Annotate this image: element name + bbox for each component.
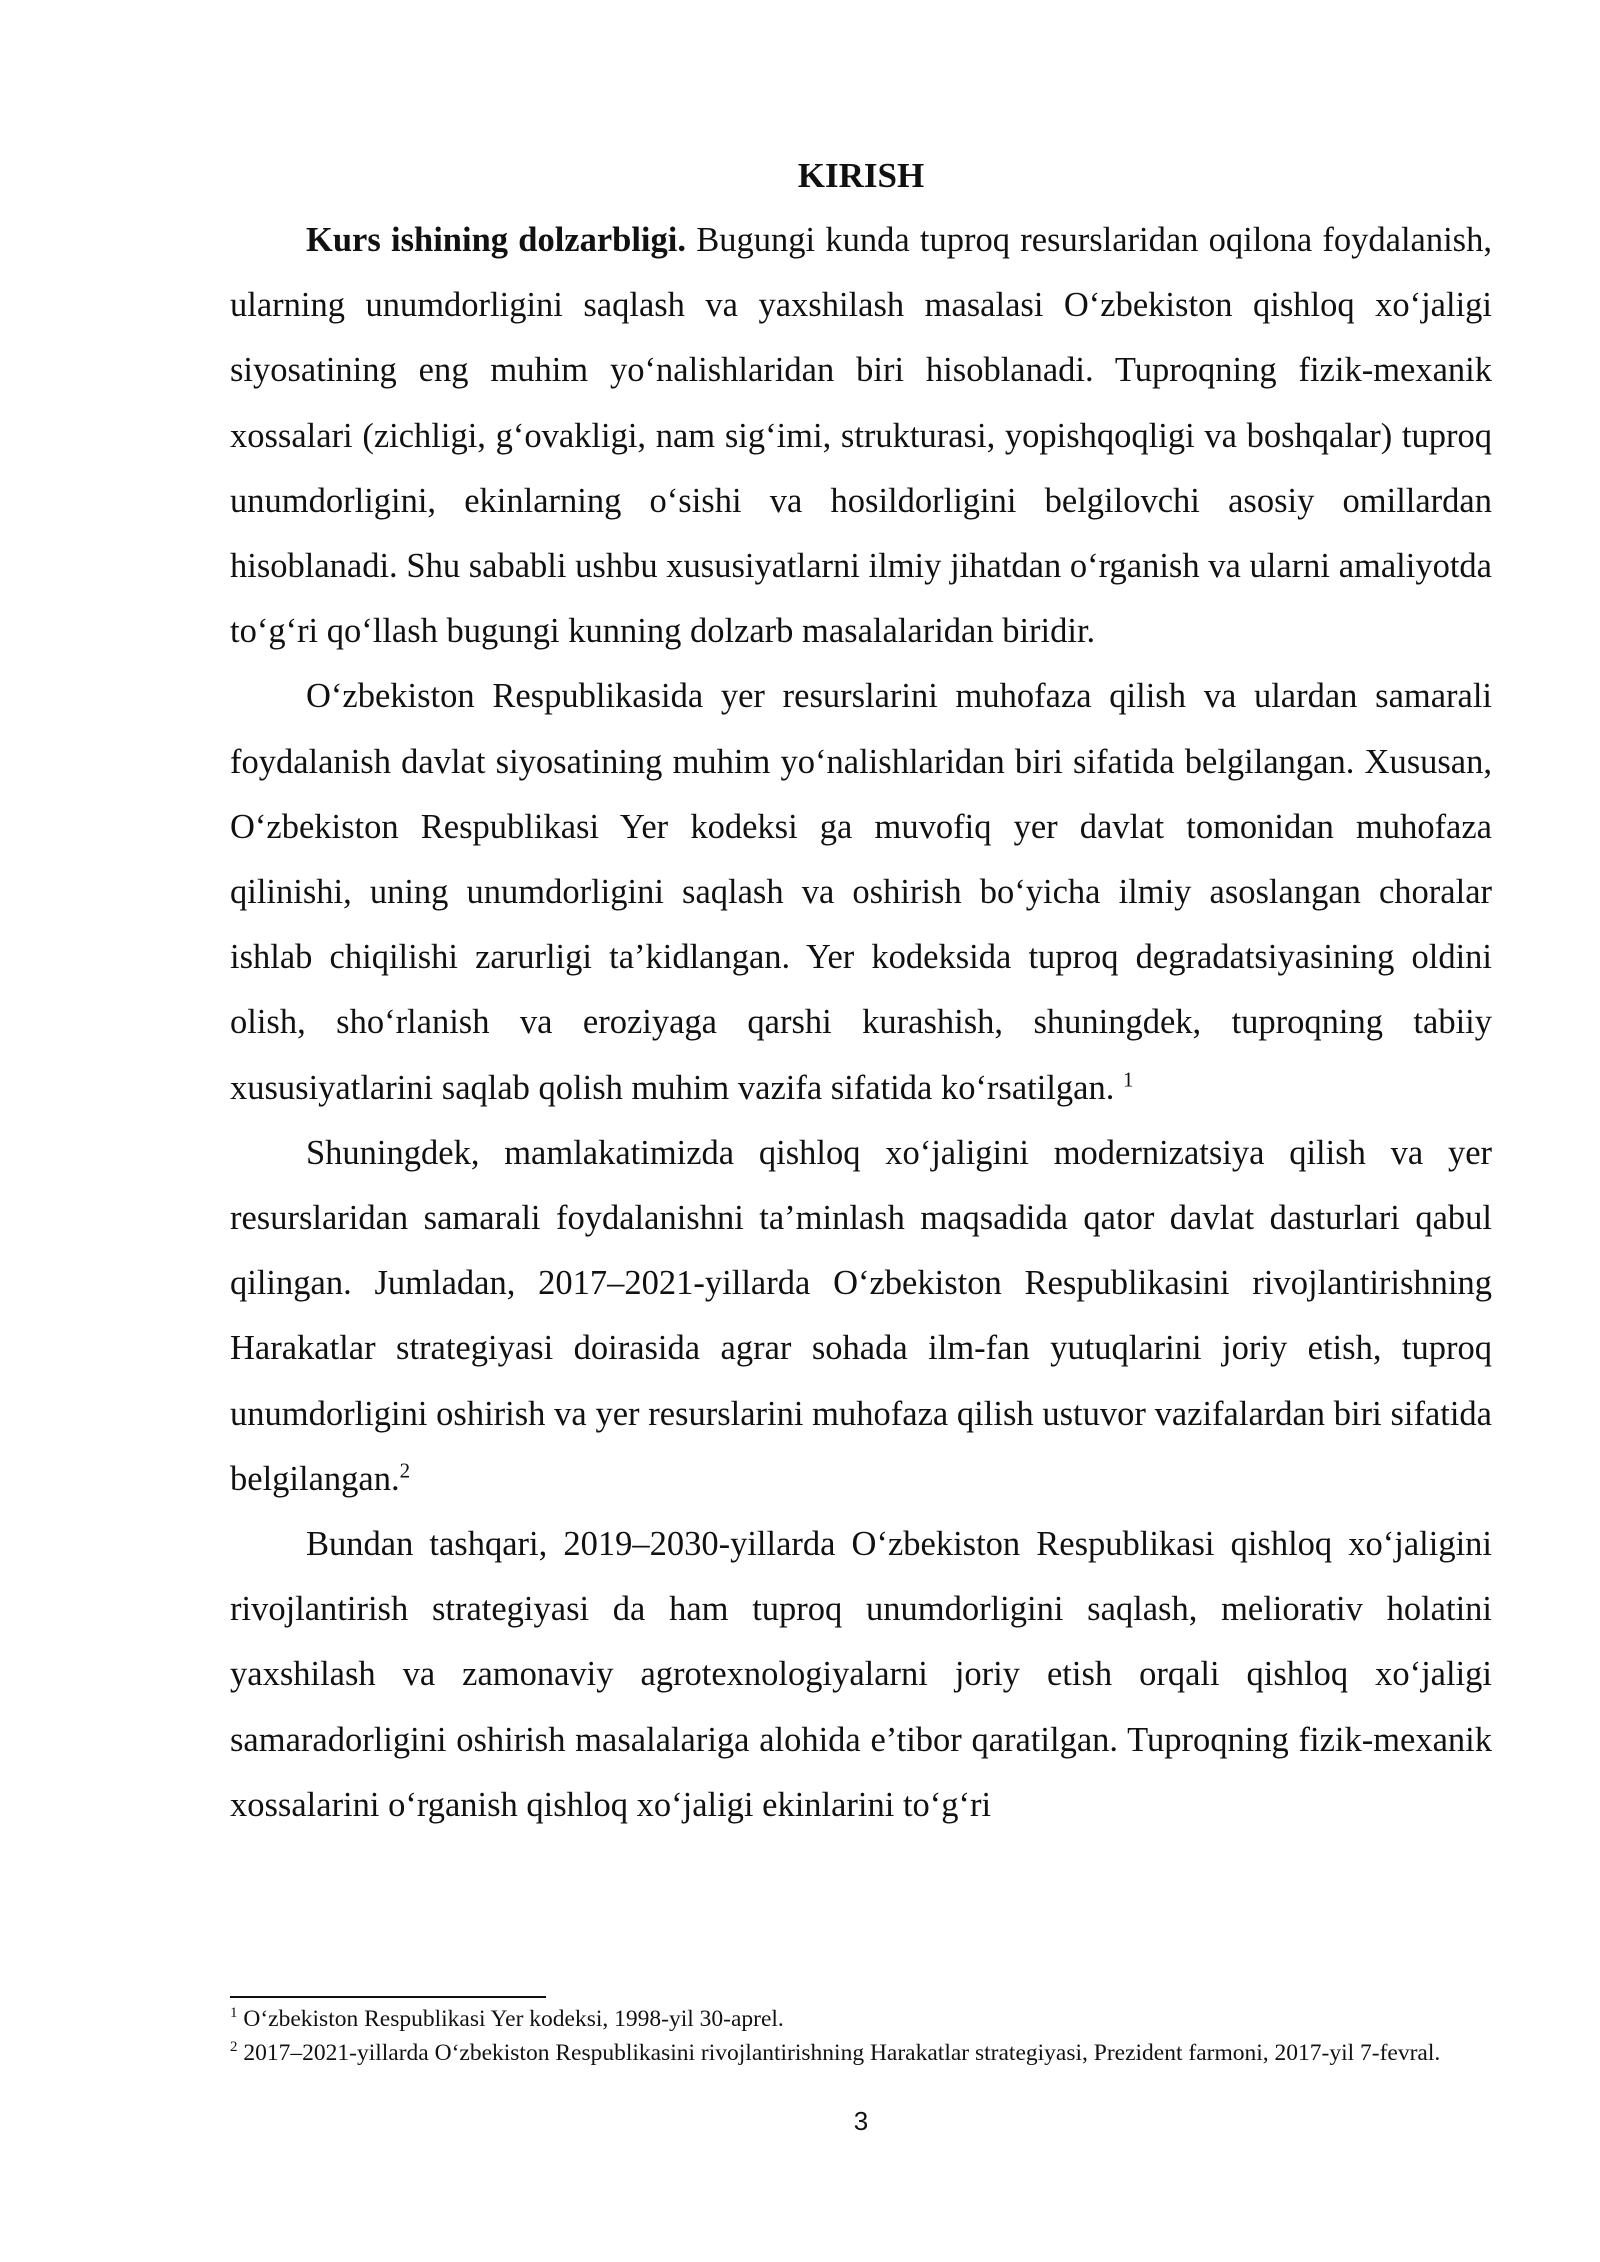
footnote-mark: 1 — [230, 2005, 238, 2022]
paragraph-lead: Kurs ishining dolzarbligi. — [306, 221, 686, 259]
footnote-text: 2017–2021-yillarda O‘zbekiston Respublikasini rivojlantirishning Harakatlar strategiyasi, Prezident farmoni, 2017-yil 7-fevral. — [237, 2040, 1441, 2066]
paragraph-state-programs — [230, 1121, 1492, 1512]
footnote-divider — [230, 1996, 546, 1998]
paragraph-text: Bugungi kunda tuproq resurslaridan oqilona foydalanish, ularning unumdorligini saqlash va yaxshilash masalasi O‘zbekiston qishloq xo‘jaligi siyosatining eng muhim yo‘nalishlaridan biri hisoblanadi. Tuproqning fizik-mexanik xossalari (zichligi, g‘ovakligi, nam sig‘imi, strukturasi, yopishqoqligi va boshqalar) tuproq unumdorligini, ekinlarning o‘sishi va hosildorligini belgilovchi asosiy omillardan hisoblanadi. Shu sababli ushbu xususiyatlarni ilmiy jihatdan o‘rganish va ularni amaliyotda to‘g‘ri qo‘llash bugungi kunning dolzarb masalalaridan biridir. — [230, 221, 1492, 651]
footnote-ref-2[interactable]: 2 — [399, 1458, 411, 1483]
document-page — [230, 0, 1492, 2262]
paragraph-land-resources — [230, 664, 1492, 1120]
paragraph-text: Bundan tashqari, 2019–2030-yillarda O‘zbekiston Respublikasi qishloq xo‘jaligini rivojlantirish strategiyasi da ham tuproq unumdorligini saqlash, meliorativ holatini yaxshilash va zamonaviy agrotexnologiyalarni joriy etish orqali qishloq xo‘jaligi samaradorligini oshirish masalalariga alohida e’tibor qaratilgan. Tuproqning fizik-mexanik xossalarini o‘rganish qishloq xo‘jaligi ekinlarini to‘g‘ri — [230, 1525, 1492, 1824]
paragraph-relevance — [230, 208, 1492, 664]
footnote-mark: 2 — [230, 2039, 238, 2056]
footnotes — [230, 2002, 1492, 2070]
body-text — [230, 208, 1492, 1838]
paragraph-text: Shuningdek, mamlakatimizda qishloq xo‘jaligini modernizatsiya qilish va yer resurslaridan samarali foydalanishni ta’minlash maqsadida qator davlat dasturlari qabul qilingan. Jumladan, 2017–2021-yillarda O‘zbekiston Respublikasini rivojlantirishning Harakatlar strategiyasi doirasida agrar sohada ilm-fan yutuqlarini joriy etish, tuproq unumdorligini oshirish va yer resurslarini muhofaza qilish ustuvor vazifalardan biri sifatida belgilangan. — [230, 1133, 1492, 1498]
section-heading: KIRISH — [797, 156, 925, 195]
footnote-2 — [230, 2036, 1492, 2070]
footnote-ref-1[interactable]: 1 — [1122, 1067, 1134, 1092]
page-number: 3 — [853, 2106, 869, 2136]
footnote-1 — [230, 2002, 1492, 2036]
footnote-text: O‘zbekiston Respublikasi Yer kodeksi, 1998-yil 30-aprel. — [237, 2006, 784, 2032]
paragraph-agri-strategy — [230, 1512, 1492, 1838]
paragraph-text: O‘zbekiston Respublikasida yer resurslarini muhofaza qilish va ulardan samarali foydalanish davlat siyosatining muhim yo‘nalishlaridan biri sifatida belgilangan. Xususan, O‘zbekiston Respublikasi Yer kodeksi ga muvofiq yer davlat tomonidan muhofaza qilinishi, uning unumdorligini saqlash va oshirish bo‘yicha ilmiy asoslangan choralar ishlab chiqilishi zarurligi ta’kidlangan. Yer kodeksida tuproq degradatsiyasining oldini olish, sho‘rlanish va eroziyaga qarshi kurashish, shuningdek, tuproqning tabiiy xususiyatlarini saqlab qolish muhim vazifa sifatida ko‘rsatilgan. — [230, 677, 1492, 1107]
